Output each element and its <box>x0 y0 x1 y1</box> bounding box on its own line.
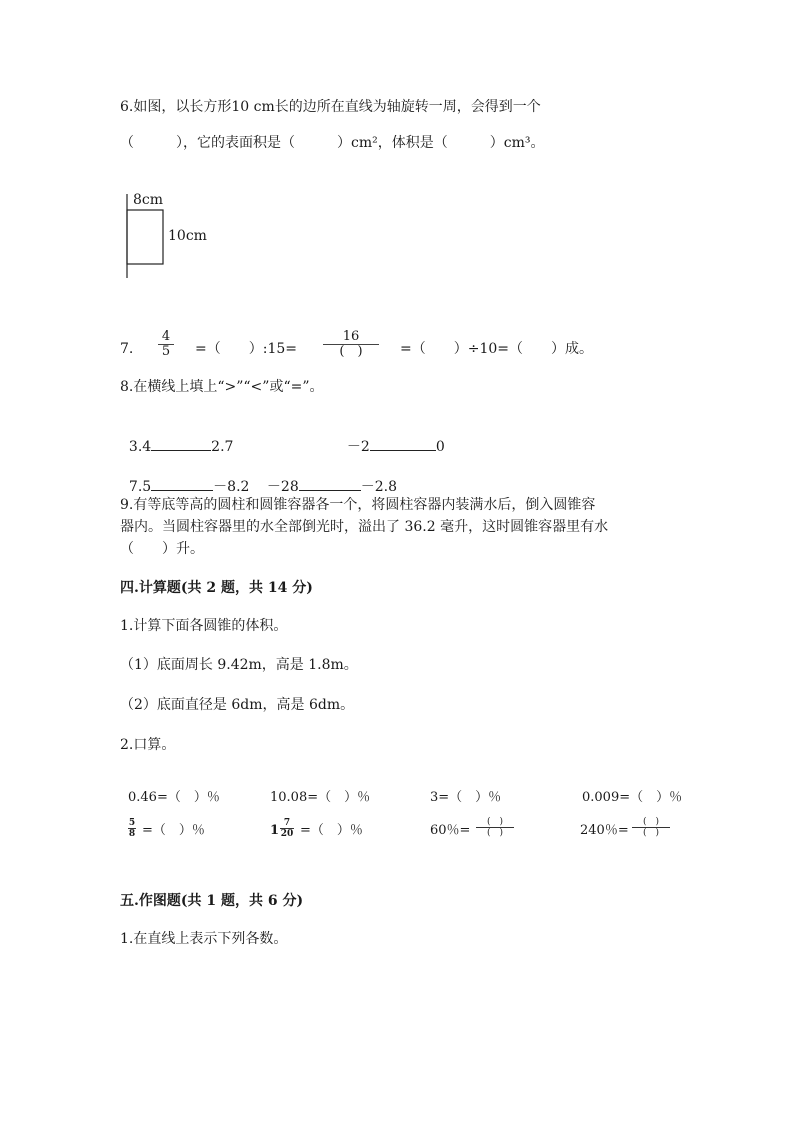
fraction-denominator: 8 <box>128 829 136 839</box>
q8-row2-a <box>120 458 249 496</box>
arith-r2c2-whole: 1 <box>270 823 280 838</box>
arith-r2c1-rest: =（ ）％ <box>142 823 205 838</box>
q7-part2: =（ ）÷10=（ ）成。 <box>400 341 594 357</box>
q8-row1-b <box>338 418 445 456</box>
arith-r2c2-fraction <box>280 818 294 839</box>
q8-value: －8.2 <box>213 479 250 495</box>
answer-blank[interactable] <box>370 436 436 451</box>
section4-heading: 四.计算题(共 2 题，共 14 分) <box>120 580 313 596</box>
arith-r2c4-fraction <box>632 817 670 838</box>
q8-value: －2.8 <box>360 479 397 495</box>
q8-value: 0 <box>435 439 445 455</box>
q7-number: 7. <box>120 341 134 357</box>
height-label: 10cm <box>168 228 207 244</box>
s4-q1-b: （2）底面直径是 6dm，高是 6dm。 <box>120 697 355 713</box>
q7-fraction-2 <box>323 330 379 359</box>
fraction-numerator: 4 <box>158 330 174 345</box>
answer-blank[interactable] <box>151 476 213 491</box>
fraction-numerator: ( ) <box>476 817 514 828</box>
q6-text-line1: 6.如图，以长方形10 cm长的边所在直线为轴旋转一周，会得到一个 <box>120 99 541 115</box>
fraction-numerator: 7 <box>280 818 294 829</box>
fraction-numerator: 5 <box>128 818 136 828</box>
q8-value: －28 <box>266 479 299 495</box>
q8-row2-b <box>258 458 397 496</box>
arith-r2c1-fraction <box>128 818 136 839</box>
q9-text-line2: 器内。当圆柱容器里的水全部倒光时，溢出了 36.2 毫升，这时圆锥容器里有水 <box>120 519 609 535</box>
s5-q1-title: 1.在直线上表示下列各数。 <box>120 931 288 947</box>
q9-text-line1: 9.有等底等高的圆柱和圆锥容器各一个，将圆柱容器内装满水后，倒入圆锥容 <box>120 497 596 513</box>
fraction-denominator: ( ) <box>339 344 363 359</box>
fraction-denominator: ( ) <box>486 828 504 838</box>
q8-value: 7.5 <box>128 479 152 495</box>
arith-r2c2-rest: =（ ）％ <box>300 823 363 838</box>
arith-r1c1: 0.46=（ ）％ <box>128 790 220 805</box>
section5-heading: 五.作图题(共 1 题，共 6 分) <box>120 893 304 909</box>
arith-r1c4: 0.009=（ ）％ <box>582 790 683 805</box>
s4-q1-title: 1.计算下面各圆锥的体积。 <box>120 618 288 634</box>
fraction-denominator: ( ) <box>642 828 660 838</box>
fraction-numerator: ( ) <box>632 817 670 828</box>
arith-r2c3-fraction <box>476 817 514 838</box>
arith-r2c4-left: 240％= <box>580 823 629 838</box>
q8-title: 8.在横线上填上“>”“<”或“=”。 <box>120 379 324 395</box>
arith-r2c3-left: 60％= <box>430 823 471 838</box>
fraction-numerator: 16 <box>323 330 379 345</box>
q6-rectangle-figure <box>120 190 240 285</box>
q8-value: －2 <box>346 439 370 455</box>
answer-blank[interactable] <box>151 436 211 451</box>
q8-row1-a <box>120 418 233 456</box>
q6-text-line2: （ ），它的表面积是（ ）cm²，体积是（ ）cm³。 <box>120 135 545 151</box>
answer-blank[interactable] <box>299 476 361 491</box>
width-label: 8cm <box>133 192 164 208</box>
fraction-denominator: 20 <box>280 829 294 839</box>
q7-part1: =（ ）:15= <box>195 341 297 357</box>
arith-r1c2: 10.08=（ ）％ <box>270 790 371 805</box>
s4-q1-a: （1）底面周长 9.42m，高是 1.8m。 <box>120 657 358 673</box>
q7-fraction-1 <box>158 330 174 359</box>
q9-text-line3: （ ）升。 <box>120 541 204 557</box>
s4-q2-title: 2.口算。 <box>120 737 176 753</box>
fraction-denominator: 5 <box>161 344 171 359</box>
q8-value: 2.7 <box>211 439 234 455</box>
q8-value: 3.4 <box>128 439 152 455</box>
arith-r1c3: 3=（ ）％ <box>430 790 502 805</box>
